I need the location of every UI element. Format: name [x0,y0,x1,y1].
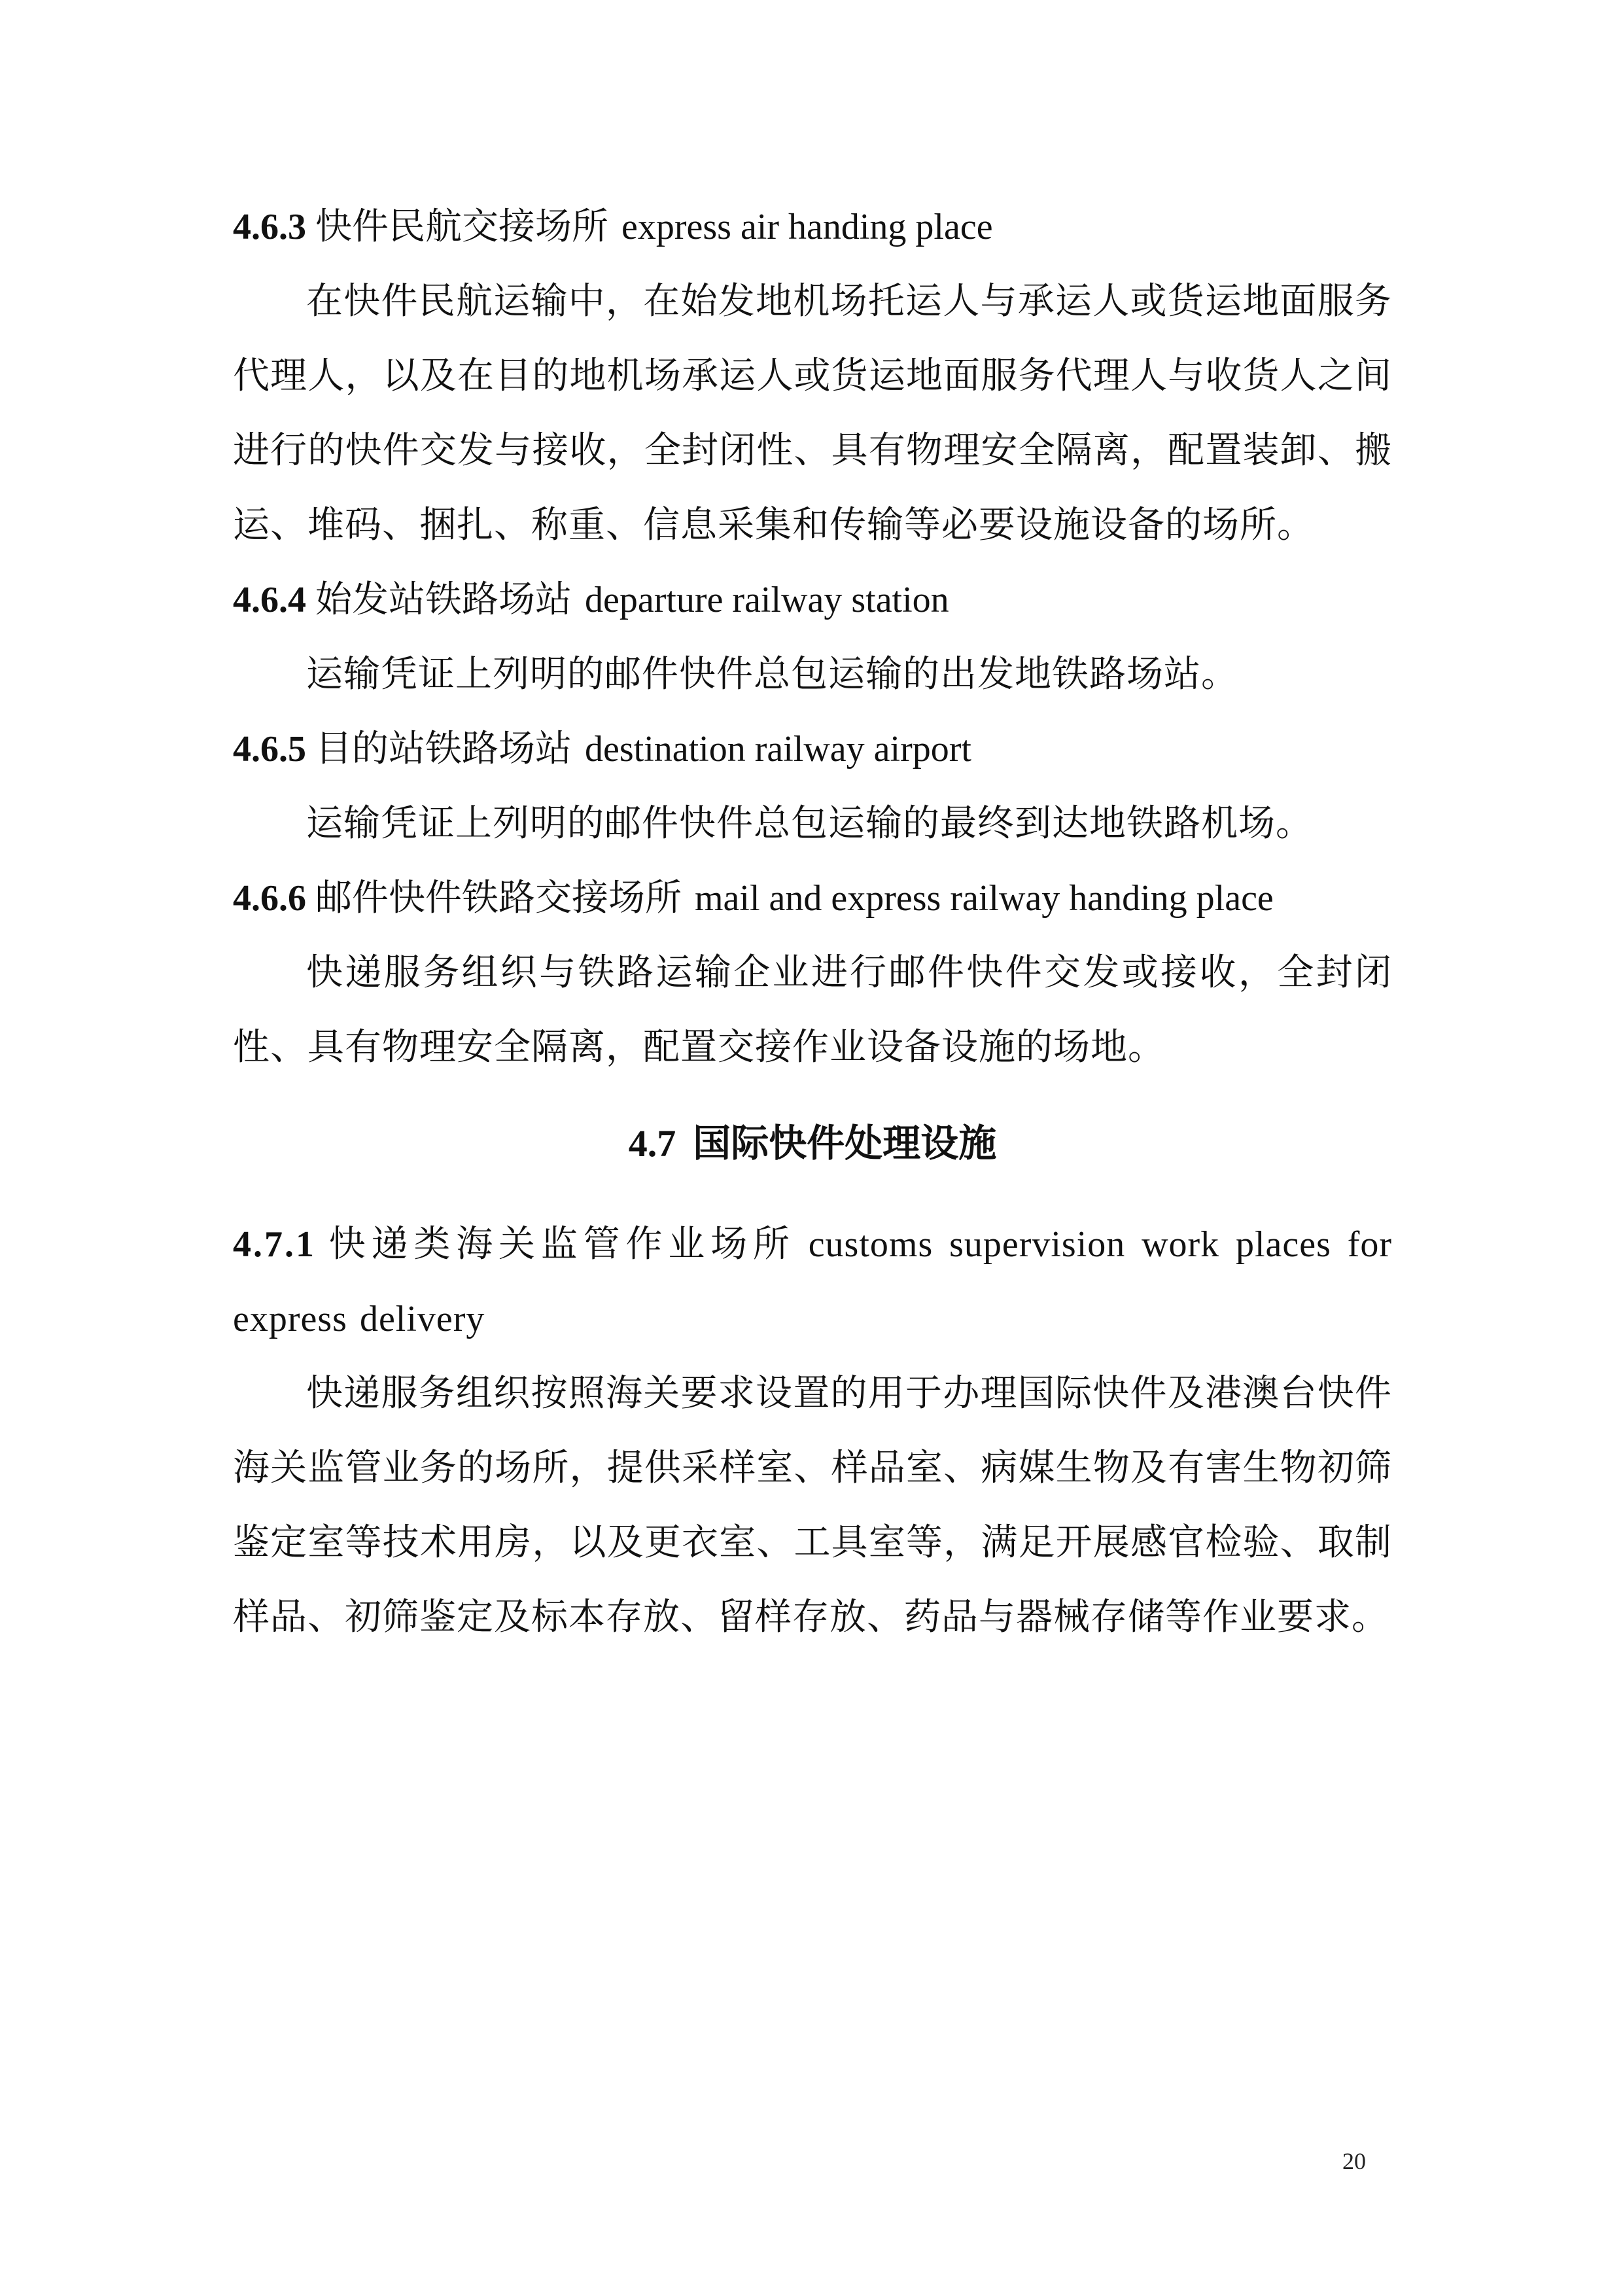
section-number: 4.7 [628,1122,676,1165]
term-title-zh: 始发站铁路场站 [315,578,572,621]
page-number: 20 [1342,2148,1366,2174]
term-title-zh: 快件民航交接场所 [315,205,608,248]
term-definition-4-6-5: 运输凭证上列明的邮件快件总包运输的最终到达地铁路机场。 [306,802,1313,845]
term-heading-4-6-3 [233,190,1392,264]
term-number: 4.7.1 [233,1224,316,1265]
term-title-en: mail and express railway handing place [695,878,1274,919]
term-definition-4-6-6: 快递服务组织与铁路运输企业进行邮件快件交发或接收，全封闭性、具有物理安全隔离，配置交接作业设备设施的场地。 [233,951,1392,1069]
term-title-zh: 邮件快件铁路交接场所 [315,877,682,919]
term-definition-4-6-4: 运输凭证上列明的邮件快件总包运输的出发地铁路场站。 [306,653,1238,696]
page-content [233,190,1392,1655]
term-heading-4-7-1 [233,1207,1392,1356]
term-heading-4-6-6 [233,861,1392,936]
section-title-text: 国际快件处理设施 [693,1121,997,1165]
term-title-zh: 快递类海关监管作业场所 [325,1223,795,1265]
term-title-en: destination railway airport [585,729,971,769]
term-definition-4-6-3: 在快件民航运输中，在始发地机场托运人与承运人或货运地面服务代理人，以及在目的地机场承运人或货运地面服务代理人与收货人之间进行的快件交发与接收，全封闭性、具有物理安全隔离，配置装卸、搬运、堆码、捆扎、称重、信息采集和传输等必要设施设备的场所。 [233,280,1392,546]
term-title-en: express air handing place [621,207,993,247]
term-title-zh: 目的站铁路场站 [315,728,572,770]
term-heading-4-6-5 [233,712,1392,786]
section-title-4-7 [233,1106,1392,1181]
term-heading-4-6-4 [233,563,1392,637]
term-number: 4.6.3 [233,207,306,247]
term-title-en: customs supervision work places for express delivery [233,1224,1393,1339]
term-title-en: departure railway station [585,580,949,620]
term-number: 4.6.4 [233,580,306,620]
term-definition-4-7-1: 快递服务组织按照海关要求设置的用于办理国际快件及港澳台快件海关监管业务的场所，提供采样室、样品室、病媒生物及有害生物初筛鉴定室等技术用房，以及更衣室、工具室等，满足开展感官检验、取制样品、初筛鉴定及标本存放、留样存放、药品与器械存储等作业要求。 [233,1372,1392,1638]
term-number: 4.6.6 [233,878,306,919]
term-number: 4.6.5 [233,729,306,769]
